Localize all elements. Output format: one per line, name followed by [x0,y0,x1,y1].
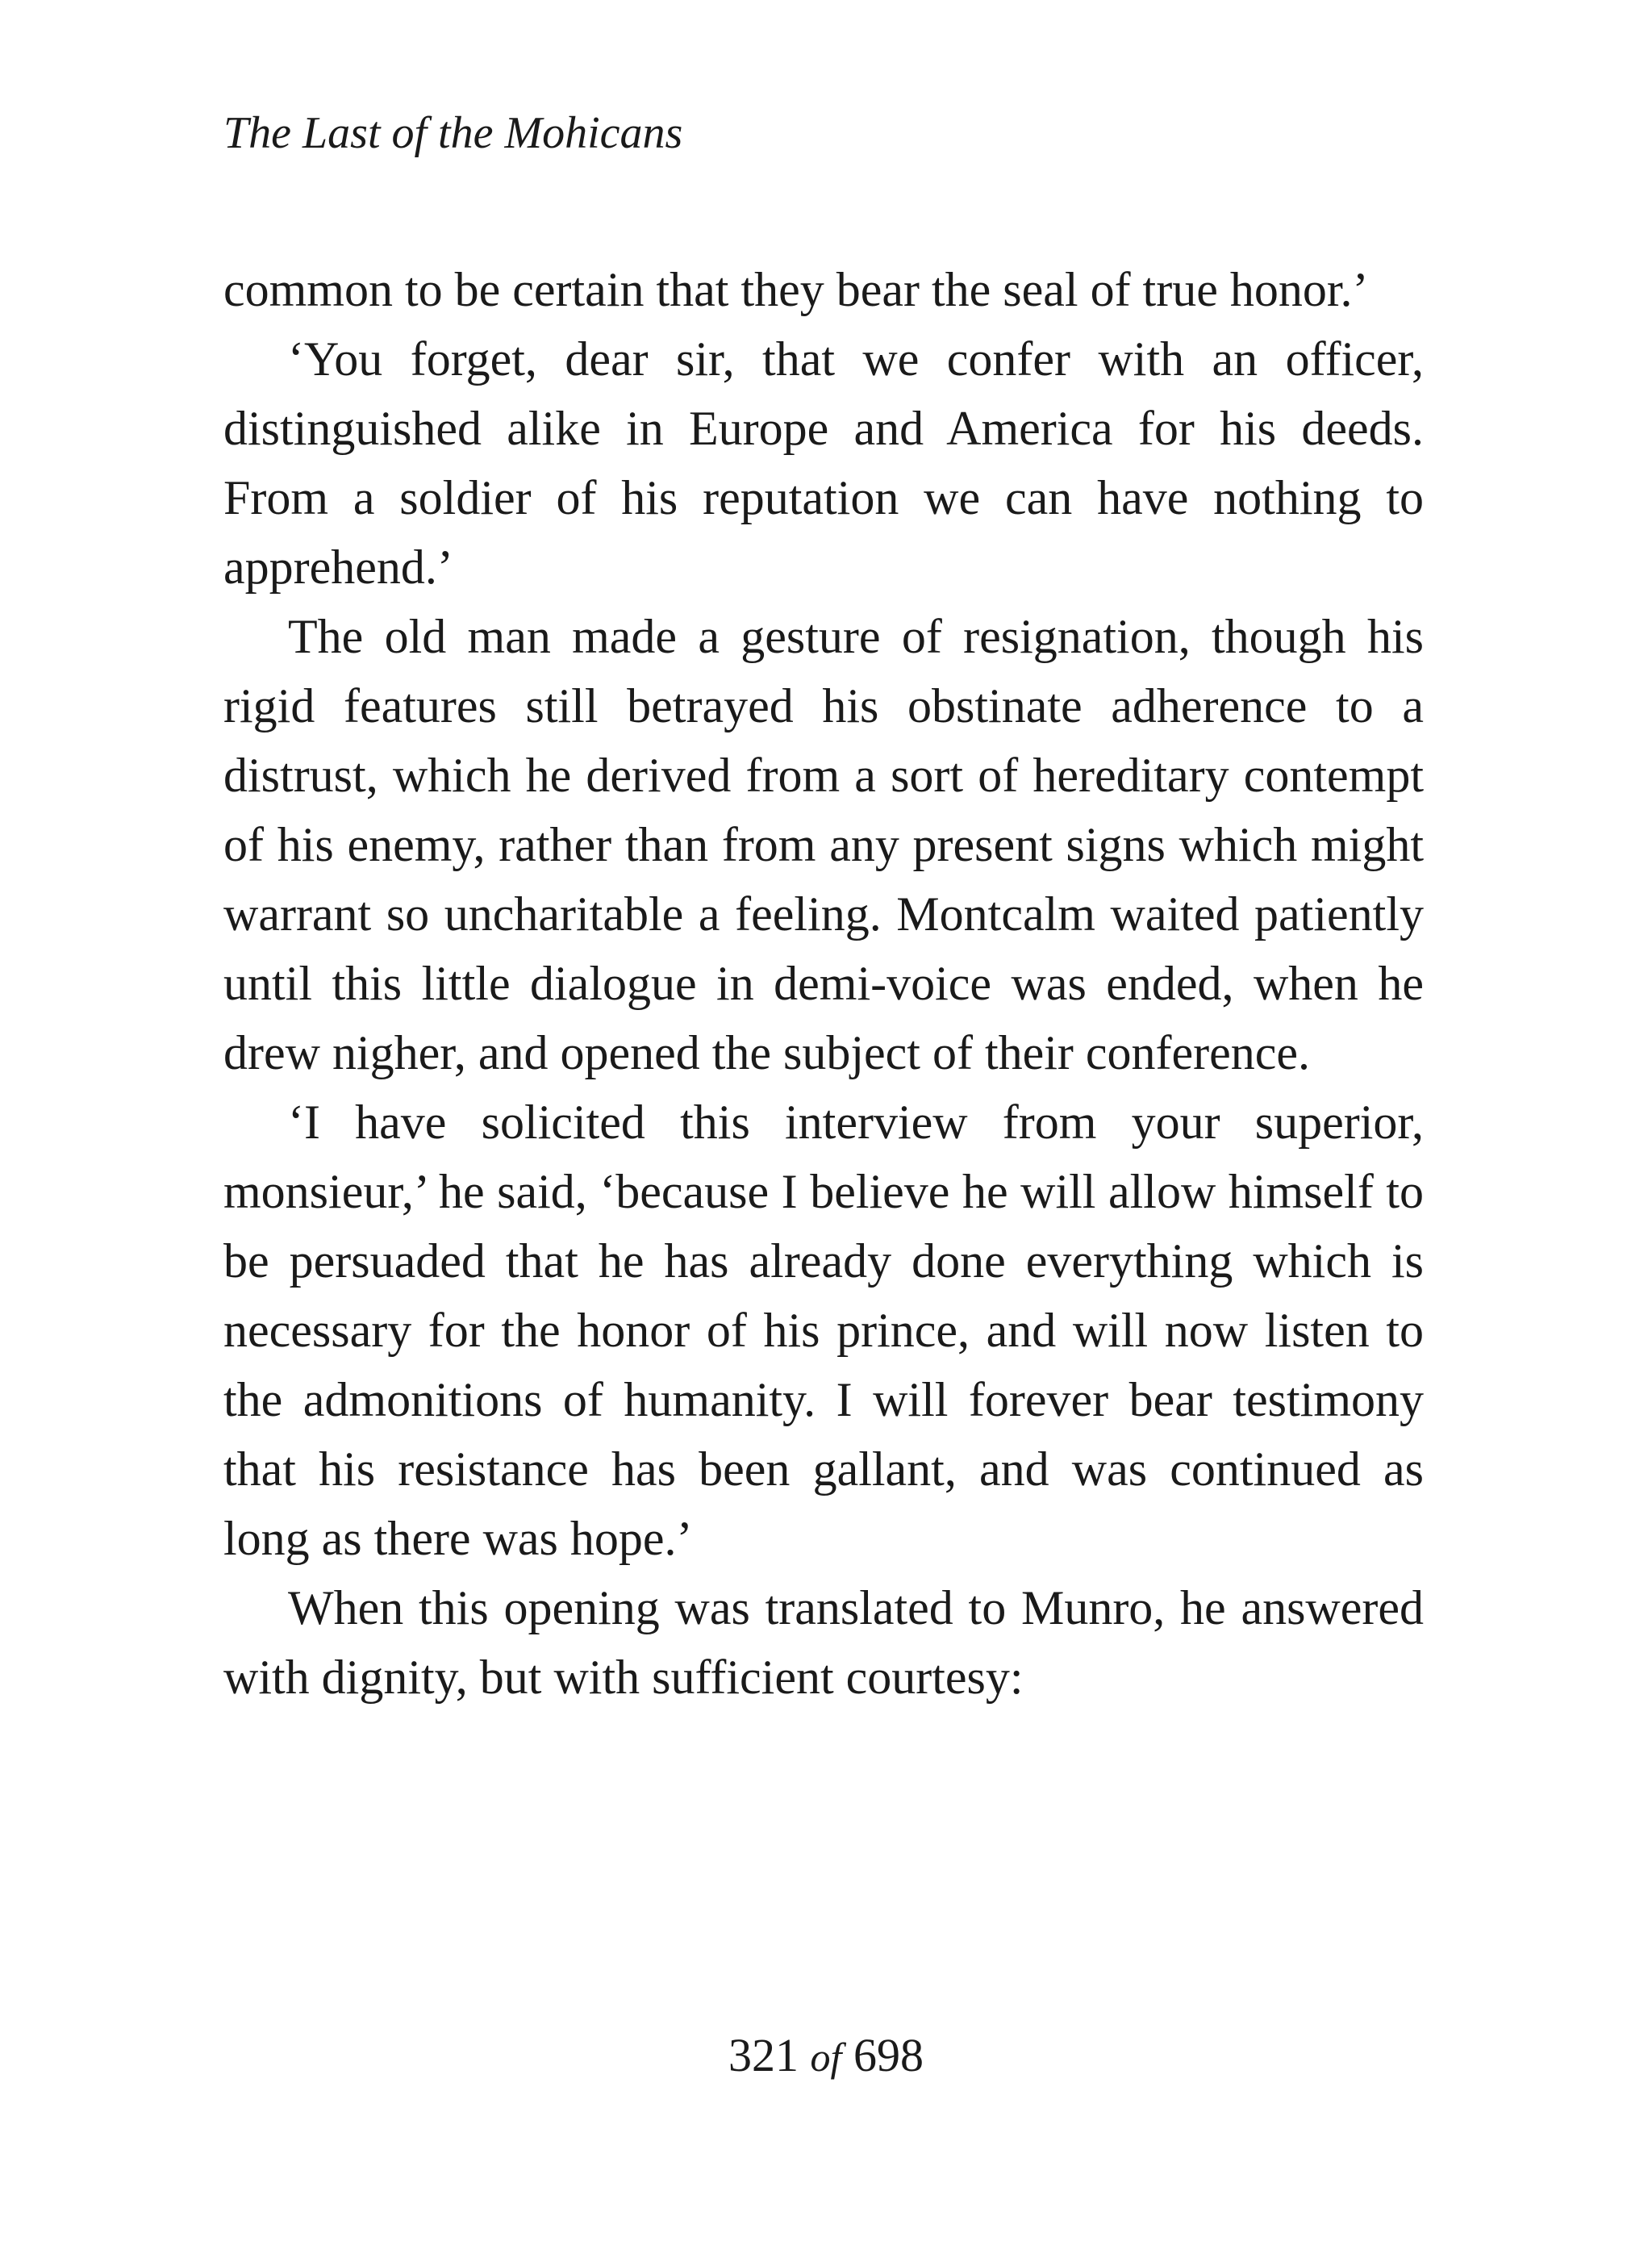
paragraph: When this opening was translated to Munro, he answered with dignity, but with sufficient courtesy: [223,1581,1424,1704]
page-current: 321 [728,2029,799,2081]
paragraph-continuation: common to be certain that they bear the seal of true honor.’ [223,263,1369,316]
paragraph: ‘You forget, dear sir, that we confer with an officer, distinguished alike in Europe and America for his deeds. From a soldier of his reputation we can have nothing to apprehend.’ [223,332,1424,594]
paragraph: The old man made a gesture of resignation, though his rigid features still betrayed his obstinate adherence to a distrust, which he derived from a sort of hereditary contempt of his enemy, rather than from any present signs which might warrant so uncharitable a feeling. Montcalm waited patiently until this little dialogue in demi-voice was ended, when he drew nigher, and opened the subject of their conference. [223,610,1424,1079]
page-of-label: of [810,2035,842,2080]
page-total: 698 [853,2029,924,2081]
running-header-title: The Last of the Mohicans [223,108,683,158]
body-text [223,255,1424,1712]
page-number [0,2023,1652,2089]
paragraph: ‘I have solicited this interview from your superior, monsieur,’ he said, ‘because I believe he will allow himself to be persuaded that he has already done everything which is necessary for the honor of his prince, and will now listen to the admonitions of humanity. I will forever bear testimony that his resistance has been gallant, and was continued as long as there was hope.’ [223,1096,1424,1565]
